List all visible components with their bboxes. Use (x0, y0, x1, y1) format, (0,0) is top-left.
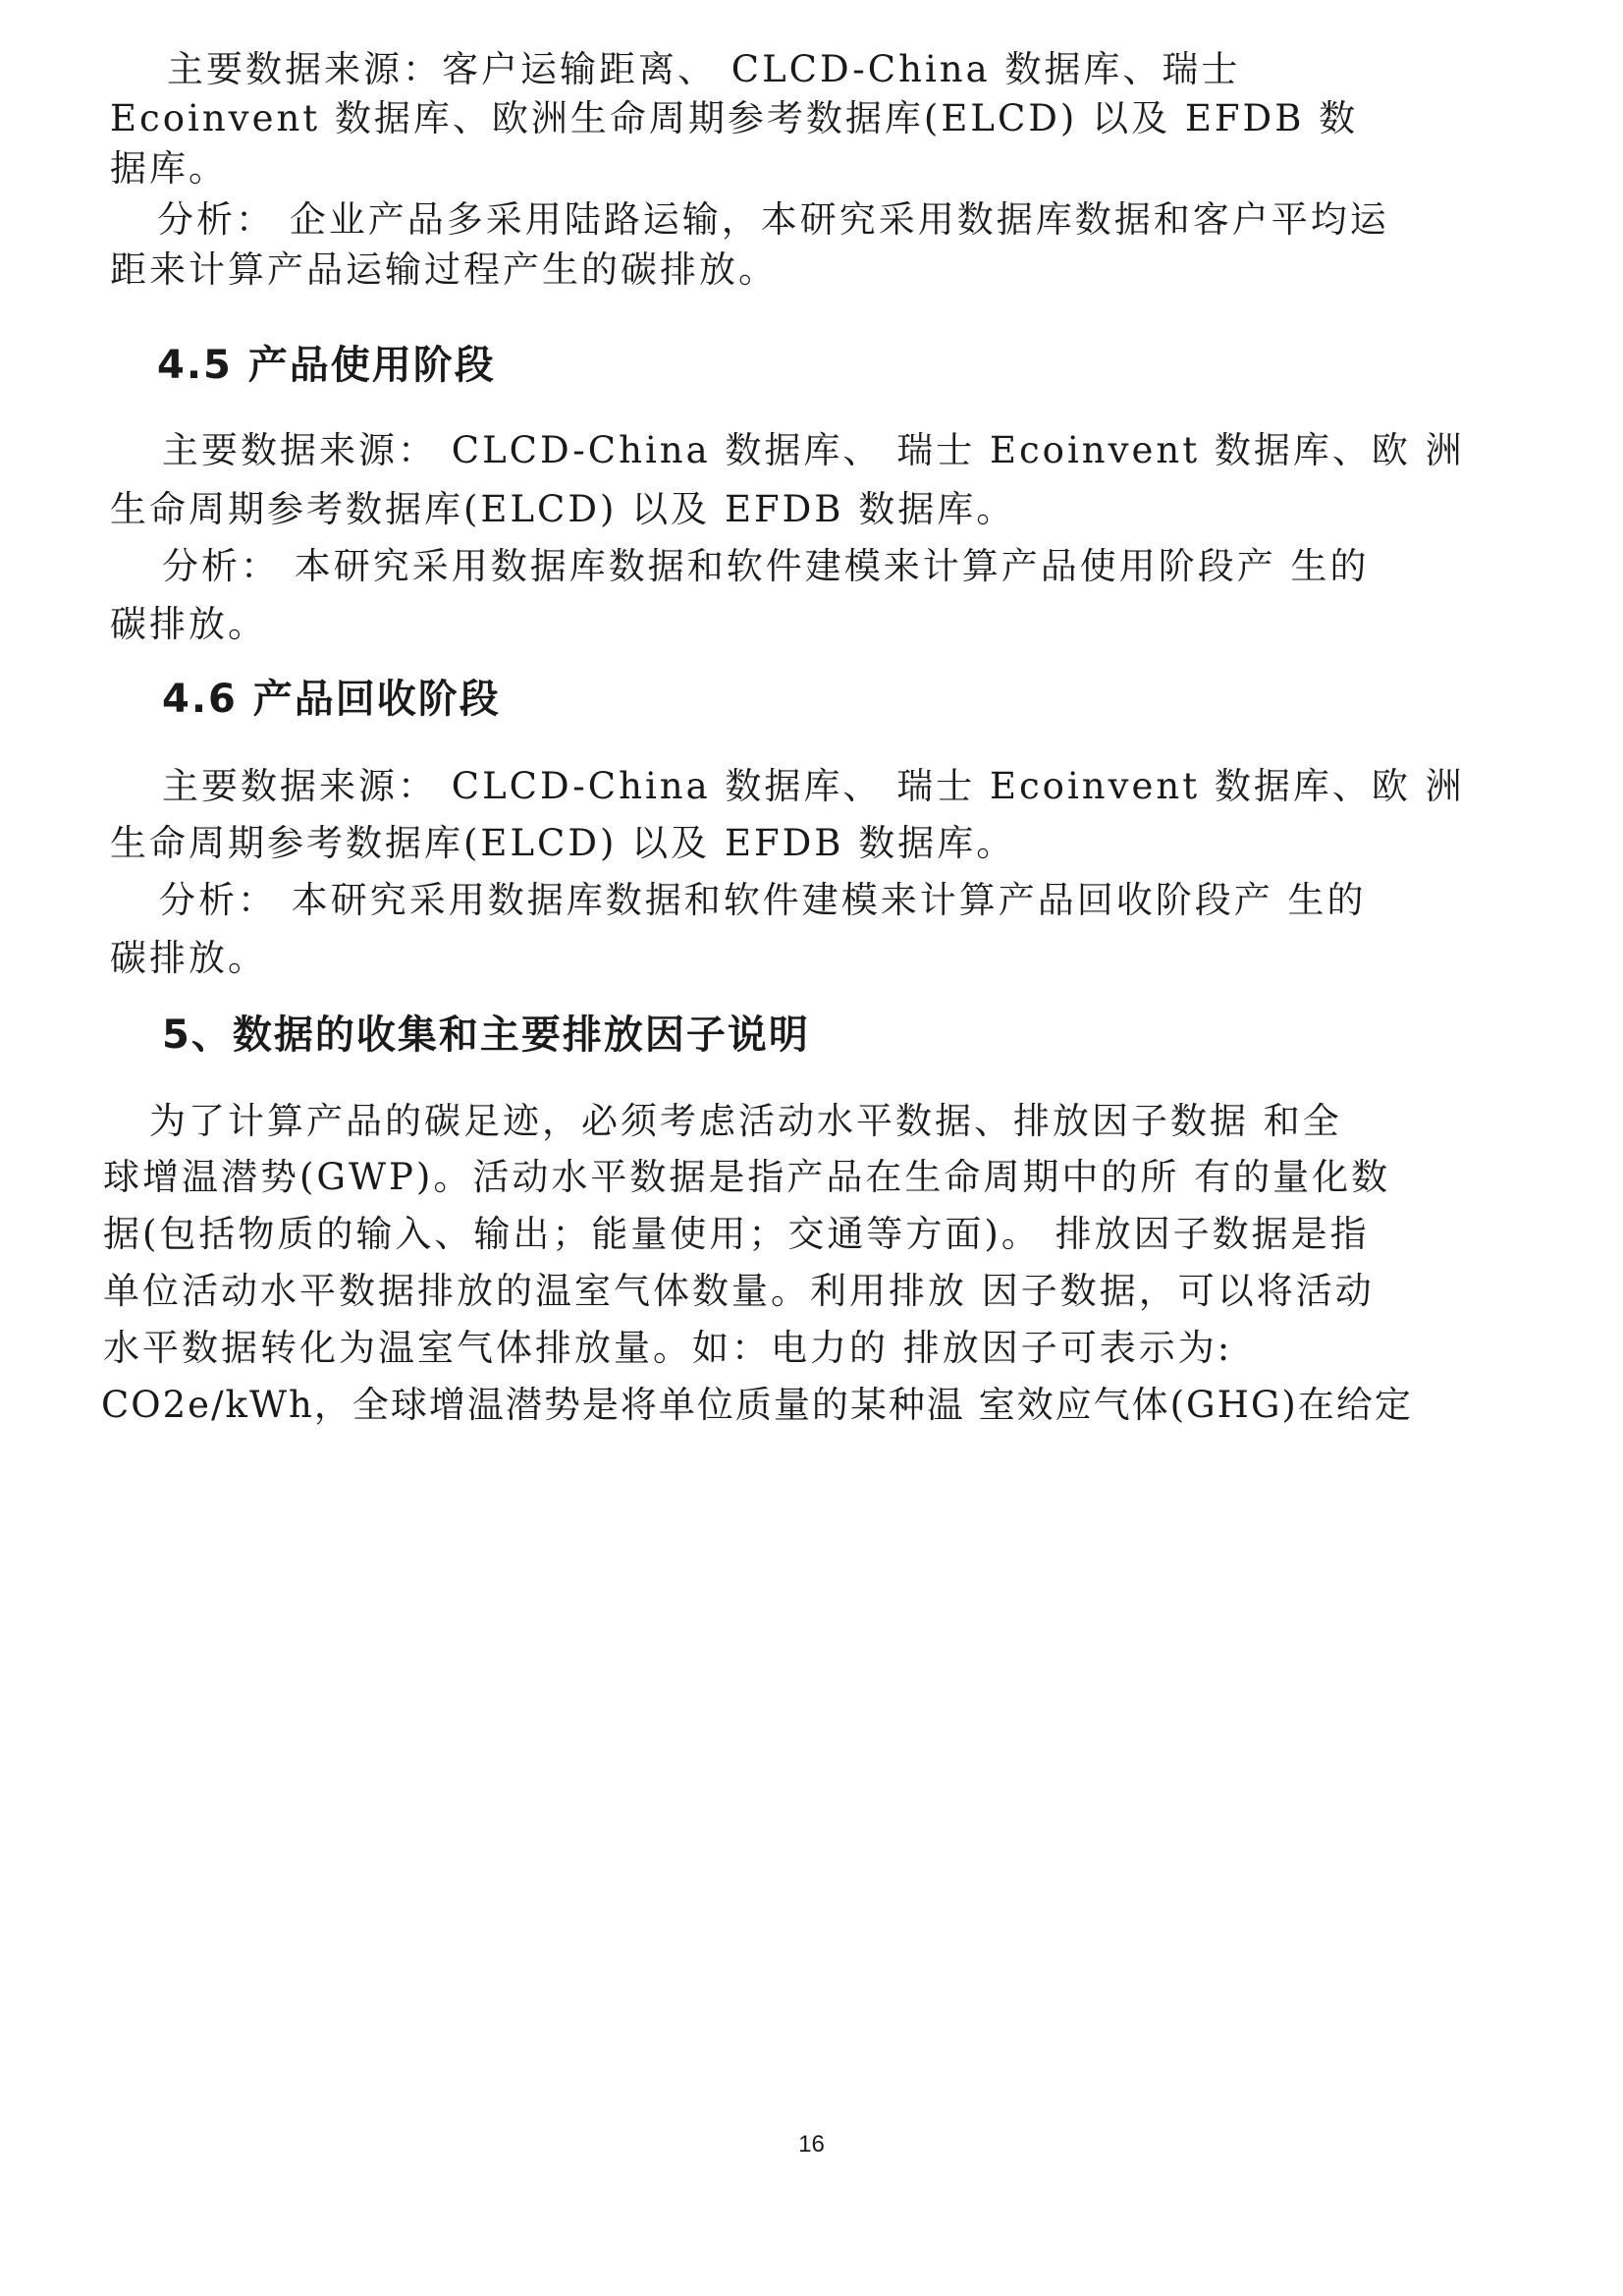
section-5-line-2: 球增温潜势(GWP)。活动水平数据是指产品在生命周期中的所 有的量化数 (103, 1156, 1391, 1198)
transport-analysis-line-2: 距来计算产品运输过程产生的碳排放。 (110, 248, 778, 291)
section-5-line-5: 水平数据转化为温室气体排放量。如：电力的 排放因子可表示为: (103, 1327, 1233, 1369)
section-5-line-1: 为了计算产品的碳足迹，必须考虑活动水平数据、排放因子数据 和全 (149, 1100, 1342, 1142)
recycle-source-line-1: 主要数据来源： CLCD-China 数据库、 瑞士 Ecoinvent 数据库、欧 洲 (162, 765, 1465, 807)
section-4-5-heading: 4.5 产品使用阶段 (157, 343, 496, 388)
section-5-line-4: 单位活动水平数据排放的温室气体数量。利用排放 因子数据，可以将活动 (103, 1270, 1375, 1312)
section-5-line-6: CO2e/kWh，全球增温潜势是将单位质量的某种温 室效应气体(GHG)在给定 (101, 1384, 1413, 1426)
use-analysis-line-1: 分析： 本研究采用数据库数据和软件建模来计算产品使用阶段产 生的 (162, 545, 1370, 587)
transport-source-line-3: 据库。 (110, 147, 228, 190)
section-4-6-heading: 4.6 产品回收阶段 (162, 677, 501, 722)
recycle-analysis-line-1: 分析： 本研究采用数据库数据和软件建模来计算产品回收阶段产 生的 (159, 879, 1367, 921)
use-source-line-1: 主要数据来源： CLCD-China 数据库、 瑞士 Ecoinvent 数据库、欧 洲 (162, 429, 1465, 471)
transport-analysis-line-1: 分析： 企业产品多采用陆路运输，本研究采用数据库数据和客户平均运 (157, 198, 1389, 241)
recycle-analysis-line-2: 碳排放。 (110, 937, 267, 979)
use-source-line-2: 生命周期参考数据库(ELCD) 以及 EFDB 数据库。 (110, 488, 1016, 530)
transport-source-line-2: Ecoinvent 数据库、欧洲生命周期参考数据库(ELCD) 以及 EFDB 数 (110, 97, 1359, 139)
page-number: 16 (798, 2131, 825, 2158)
recycle-source-line-2: 生命周期参考数据库(ELCD) 以及 EFDB 数据库。 (110, 822, 1016, 864)
use-analysis-line-2: 碳排放。 (110, 603, 267, 645)
section-5-heading: 5、数据的收集和主要排放因子说明 (162, 1012, 810, 1058)
transport-source-line-1: 主要数据来源：客户运输距离、 CLCD-China 数据库、瑞士 (167, 48, 1241, 90)
section-5-line-3: 据(包括物质的输入、输出；能量使用；交通等方面)。 排放因子数据是指 (103, 1213, 1370, 1255)
